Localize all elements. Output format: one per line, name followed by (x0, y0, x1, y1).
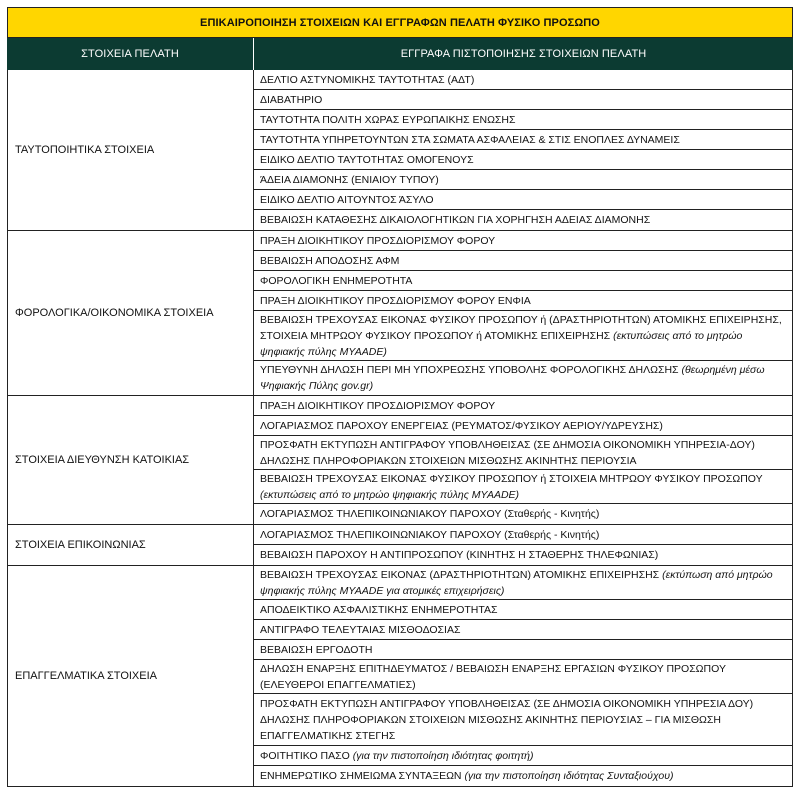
document-text (260, 112, 515, 128)
document-row (254, 470, 792, 504)
documents-table (7, 7, 793, 787)
document-row (254, 90, 792, 110)
document-text (260, 92, 322, 108)
document-text (260, 418, 663, 434)
document-name: ΛΟΓΑΡΙΑΣΜΟΣ ΠΑΡΟΧΟΥ ΕΝΕΡΓΕΙΑΣ (ΡΕΥΜΑΤΟΣ/ΦΥΣΙΚΟΥ ΑΕΡΙΟΥ/ΥΔΡΕΥΣΗΣ) (260, 419, 663, 432)
document-text (260, 293, 531, 309)
document-text (260, 132, 680, 148)
document-name: ΕΙΔΙΚΟ ΔΕΛΤΙΟ ΑΙΤΟΥΝΤΟΣ ΆΣΥΛΟ (260, 193, 434, 206)
document-text (260, 172, 439, 188)
document-text (260, 642, 372, 658)
document-name: ΠΡΑΞΗ ΔΙΟΙΚΗΤΙΚΟΥ ΠΡΟΣΔΙΟΡΙΣΜΟΥ ΦΟΡΟΥ (260, 234, 496, 247)
document-text (260, 437, 786, 469)
document-note: (εκτύπωση από μητρώο ψηφιακής πύλης MYAADE για ατομικές επιχειρήσεις) (260, 568, 773, 597)
document-name: ΠΡΟΣΦΑΤΗ ΕΚΤΥΠΩΣΗ ΑΝΤΙΓΡΑΦΟΥ ΥΠΟΒΛΗΘΕΙΣΑΣ (ΣΕ ΔΗΜΟΣΙΑ ΟΙΚΟΝΟΜΙΚΗ ΥΠΗΡΕΣΙΑ-ΔΟΥ) ΔΗΛΩΣΗΣ ΠΛΗΡΟΦΟΡΙΑΚΩΝ ΣΤΟΙΧΕΙΩΝ ΜΙΣΘΩΣΗΣ ΑΚΙΝΗΤΗΣ ΠΕΡΙΟΥΣΙΑ (260, 438, 755, 467)
document-list (254, 525, 792, 565)
document-row (254, 504, 792, 524)
category-label: ΕΠΑΓΓΕΛΜΑΤΙΚΑ ΣΤΟΙΧΕΙΑ (8, 566, 254, 786)
table-title: ΕΠΙΚΑΙΡΟΠΟΙΗΣΗ ΣΤΟΙΧΕΙΩΝ ΚΑΙ ΕΓΓΡΑΦΩΝ ΠΕΛΑΤΗ ΦΥΣΙΚΟ ΠΡΟΣΩΠΟ (7, 7, 793, 38)
document-row (254, 694, 792, 746)
document-name: ΒΕΒΑΙΩΣΗ ΤΡΕΧΟΥΣΑΣ ΕΙΚΟΝΑΣ ΦΥΣΙΚΟΥ ΠΡΟΣΩΠΟΥ ή ΣΤΟΙΧΕΙΑ ΜΗΤΡΩΟΥ ΦΥΣΙΚΟΥ ΠΡΟΣΩΠΟΥ (260, 472, 763, 485)
document-name: ΔΗΛΩΣΗ ΕΝΑΡΞΗΣ ΕΠΙΤΗΔΕΥΜΑΤΟΣ / ΒΕΒΑΙΩΣΗ ΕΝΑΡΞΗΣ ΕΡΓΑΣΙΩΝ ΦΥΣΙΚΟΥ ΠΡΟΣΩΠΟΥ (ΕΛΕΥΘΕΡΟΙ ΕΠΑΓΓΕΛΜΑΤΙΕΣ) (260, 662, 726, 691)
category-group (7, 231, 793, 396)
document-row (254, 311, 792, 361)
document-name: ΒΕΒΑΙΩΣΗ ΠΑΡΟΧΟΥ Η ΑΝΤΙΠΡΟΣΩΠΟΥ (ΚΙΝΗΤΗΣ Η ΣΤΑΘΕΡΗΣ ΤΗΛΕΦΩΝΙΑΣ) (260, 549, 659, 561)
document-name: ΕΙΔΙΚΟ ΔΕΛΤΙΟ ΤΑΥΤΟΤΗΤΑΣ ΟΜΟΓΕΝΟΥΣ (260, 153, 474, 166)
document-row (254, 396, 792, 416)
document-row (254, 361, 792, 395)
document-row (254, 566, 792, 600)
table-body (7, 70, 793, 787)
document-row (254, 436, 792, 470)
header-certification-documents: ΕΓΓΡΑΦΑ ΠΙΣΤΟΠΟΙΗΣΗΣ ΣΤΟΙΧΕΙΩΝ ΠΕΛΑΤΗ (400, 48, 647, 60)
document-text (260, 192, 434, 208)
document-note: (εκτυπώσεις από το μητρώο ψηφιακής πύλης MYAADE) (260, 329, 743, 358)
document-name: ΛΟΓΑΡΙΑΣΜΟΣ ΤΗΛΕΠΙΚΟΙΝΩΝΙΑΚΟΥ ΠΑΡΟΧΟΥ (Σταθερής - Κινητής) (260, 508, 600, 520)
category-label: ΦΟΡΟΛΟΓΙΚΑ/ΟΙΚΟΝΟΜΙΚΑ ΣΤΟΙΧΕΙΑ (8, 231, 254, 395)
document-note: (θεωρημένη μέσω Ψηφιακής Πύλης gov.gr) (260, 364, 765, 392)
document-row (254, 130, 792, 150)
table-header (7, 38, 793, 70)
document-list (254, 396, 792, 524)
document-row (254, 545, 792, 565)
document-text (260, 696, 786, 744)
document-row (254, 231, 792, 251)
document-row (254, 660, 792, 694)
document-row (254, 291, 792, 311)
document-name: ΠΡΑΞΗ ΔΙΟΙΚΗΤΙΚΟΥ ΠΡΟΣΔΙΟΡΙΣΜΟΥ ΦΟΡΟΥ (260, 399, 496, 412)
document-text (260, 398, 495, 414)
document-text (260, 312, 786, 360)
document-row (254, 190, 792, 210)
document-row (254, 251, 792, 271)
document-list (254, 231, 792, 395)
document-row (254, 525, 792, 545)
document-name: ΤΑΥΤΟΤΗΤΑ ΥΠΗΡΕΤΟΥΝΤΩΝ ΣΤΑ ΣΩΜΑΤΑ ΑΣΦΑΛΕΙΑΣ & ΣΤΙΣ ΕΝΟΠΛΕΣ ΔΥΝΑΜΕΙΣ (260, 133, 680, 146)
category-group (7, 70, 793, 231)
document-name: ΒΕΒΑΙΩΣΗ ΤΡΕΧΟΥΣΑΣ ΕΙΚΟΝΑΣ ΦΥΣΙΚΟΥ ΠΡΟΣΩΠΟΥ ή (ΔΡΑΣΤΗΡΙΟΤΗΤΩΝ) ΑΤΟΜΙΚΗΣ ΕΠΙΧΕΙΡΗΣΗΣ, ΣΤΟΙΧΕΙΑ ΜΗΤΡΩΟΥ ΦΥΣΙΚΟΥ ΠΡΟΣΩΠΟΥ ή ΑΤΟΜΙΚΗΣ ΕΠΙΧΕΙΡΗΣΗΣ (260, 313, 782, 342)
document-row (254, 110, 792, 130)
document-list (254, 566, 792, 786)
document-row (254, 640, 792, 660)
document-row (254, 766, 792, 786)
document-name: ΒΕΒΑΙΩΣΗ ΑΠΟΔΟΣΗΣ ΑΦΜ (260, 254, 400, 267)
document-text (260, 152, 474, 168)
category-label: ΣΤΟΙΧΕΙΑ ΔΙΕΥΘΥΝΣΗ ΚΑΤΟΙΚΙΑΣ (8, 396, 254, 524)
document-name: ΒΕΒΑΙΩΣΗ ΤΡΕΧΟΥΣΑΣ ΕΙΚΟΝΑΣ (ΔΡΑΣΤΗΡΙΟΤΗΤΩΝ) ΑΤΟΜΙΚΗΣ ΕΠΙΧΕΙΡΗΣΗΣ (260, 568, 660, 581)
document-row (254, 170, 792, 190)
document-list (254, 70, 792, 230)
document-name: ΦΟΡΟΛΟΓΙΚΗ ΕΝΗΜΕΡΟΤΗΤΑ (260, 274, 413, 287)
document-row (254, 416, 792, 436)
document-name: ΆΔΕΙΑ ΔΙΑΜΟΝΗΣ (ΕΝΙΑΙΟΥ ΤΥΠΟΥ) (260, 173, 439, 186)
document-name: ΔΕΛΤΙΟ ΑΣΤΥΝΟΜΙΚΗΣ ΤΑΥΤΟΤΗΤΑΣ (ΑΔΤ) (260, 73, 475, 86)
document-name: ΦΟΙΤΗΤΙΚΟ ΠΑΣΟ (260, 749, 350, 762)
document-name: ΕΝΗΜΕΡΩΤΙΚΟ ΣΗΜΕΙΩΜΑ ΣΥΝΤΑΞΕΩΝ (260, 770, 462, 782)
document-note: (εκτυπώσεις από το μητρώο ψηφιακής πύλης MYAADE) (260, 488, 520, 501)
category-label: ΣΤΟΙΧΕΙΑ ΕΠΙΚΟΙΝΩΝΙΑΣ (8, 525, 254, 565)
document-name: ΠΡΑΞΗ ΔΙΟΙΚΗΤΙΚΟΥ ΠΡΟΣΔΙΟΡΙΣΜΟΥ ΦΟΡΟΥ ΕΝΦΙΑ (260, 294, 531, 307)
document-text (260, 212, 650, 228)
category-group (7, 525, 793, 566)
document-row (254, 70, 792, 90)
document-text (260, 602, 498, 618)
category-label: ΤΑΥΤΟΠΟΙΗΤΙΚΑ ΣΤΟΙΧΕΙΑ (8, 70, 254, 230)
document-text (260, 661, 786, 693)
document-name: ΒΕΒΑΙΩΣΗ ΕΡΓΟΔΟΤΗ (260, 643, 373, 656)
document-note: (για την πιστοποίηση ιδιότητας φοιτητή) (352, 749, 534, 762)
document-row (254, 210, 792, 230)
document-name: ΔΙΑΒΑΤΗΡΙΟ (260, 93, 323, 106)
document-text (260, 527, 599, 543)
document-name: ΑΠΟΔΕΙΚΤΙΚΟ ΑΣΦΑΛΙΣΤΙΚΗΣ ΕΝΗΜΕΡΟΤΗΤΑΣ (260, 603, 498, 616)
header-client-data: ΣΤΟΙΧΕΙΑ ΠΕΛΑΤΗ (7, 38, 254, 70)
document-text (260, 768, 674, 784)
category-group (7, 396, 793, 525)
document-name: ΒΕΒΑΙΩΣΗ ΚΑΤΑΘΕΣΗΣ ΔΙΚΑΙΟΛΟΓΗΤΙΚΩΝ ΓΙΑ ΧΟΡΗΓΗΣΗ ΑΔΕΙΑΣ ΔΙΑΜΟΝΗΣ (260, 214, 651, 226)
document-name: ΠΡΟΣΦΑΤΗ ΕΚΤΥΠΩΣΗ ΑΝΤΙΓΡΑΦΟΥ ΥΠΟΒΛΗΘΕΙΣΑΣ (ΣΕ ΔΗΜΟΣΙΑ ΟΙΚΟΝΟΜΙΚΗ ΥΠΗΡΕΣΙΑ ΔΟΥ) ΔΗΛΩΣΗΣ ΠΛΗΡΟΦΟΡΙΑΚΩΝ ΣΤΟΙΧΕΙΩΝ ΜΙΣΘΩΣΗΣ ΑΚΙΝΗΤΗΣ ΠΕΡΙΟΥΣΙΑΣ – ΓΙΑ ΜΙΣΘΩΣΗ ΕΠΑΓΓΕΛΜΑΤΙΚΗΣ ΣΤΕΓΗΣ (260, 697, 754, 742)
document-text (260, 233, 495, 249)
document-text (260, 622, 460, 638)
document-text (260, 471, 786, 503)
document-text (260, 253, 399, 269)
document-row (254, 600, 792, 620)
document-name: ΛΟΓΑΡΙΑΣΜΟΣ ΤΗΛΕΠΙΚΟΙΝΩΝΙΑΚΟΥ ΠΑΡΟΧΟΥ (Σταθερής - Κινητής) (260, 528, 600, 541)
document-row (254, 620, 792, 640)
document-name: ΤΑΥΤΟΤΗΤΑ ΠΟΛΙΤΗ ΧΩΡΑΣ ΕΥΡΩΠΑΙΚΗΣ ΕΝΩΣΗΣ (260, 113, 516, 126)
document-text (260, 748, 533, 764)
document-text (260, 72, 474, 88)
document-text (260, 362, 786, 394)
document-row (254, 271, 792, 291)
document-row (254, 150, 792, 170)
document-note: (για την πιστοποίηση ιδιότητας Συνταξιούχου) (464, 770, 674, 782)
document-text (260, 567, 786, 599)
document-text (260, 506, 599, 522)
document-row (254, 746, 792, 766)
document-text (260, 547, 658, 563)
document-name: ΑΝΤΙΓΡΑΦΟ ΤΕΛΕΥΤΑΙΑΣ ΜΙΣΘΟΔΟΣΙΑΣ (260, 623, 461, 636)
category-group (7, 566, 793, 787)
document-name: ΥΠΕΥΘΥΝΗ ΔΗΛΩΣΗ ΠΕΡΙ ΜΗ ΥΠΟΧΡΕΩΣΗΣ ΥΠΟΒΟΛΗΣ ΦΟΡΟΛΟΓΙΚΗΣ ΔΗΛΩΣΗΣ (260, 364, 679, 376)
document-text (260, 273, 412, 289)
